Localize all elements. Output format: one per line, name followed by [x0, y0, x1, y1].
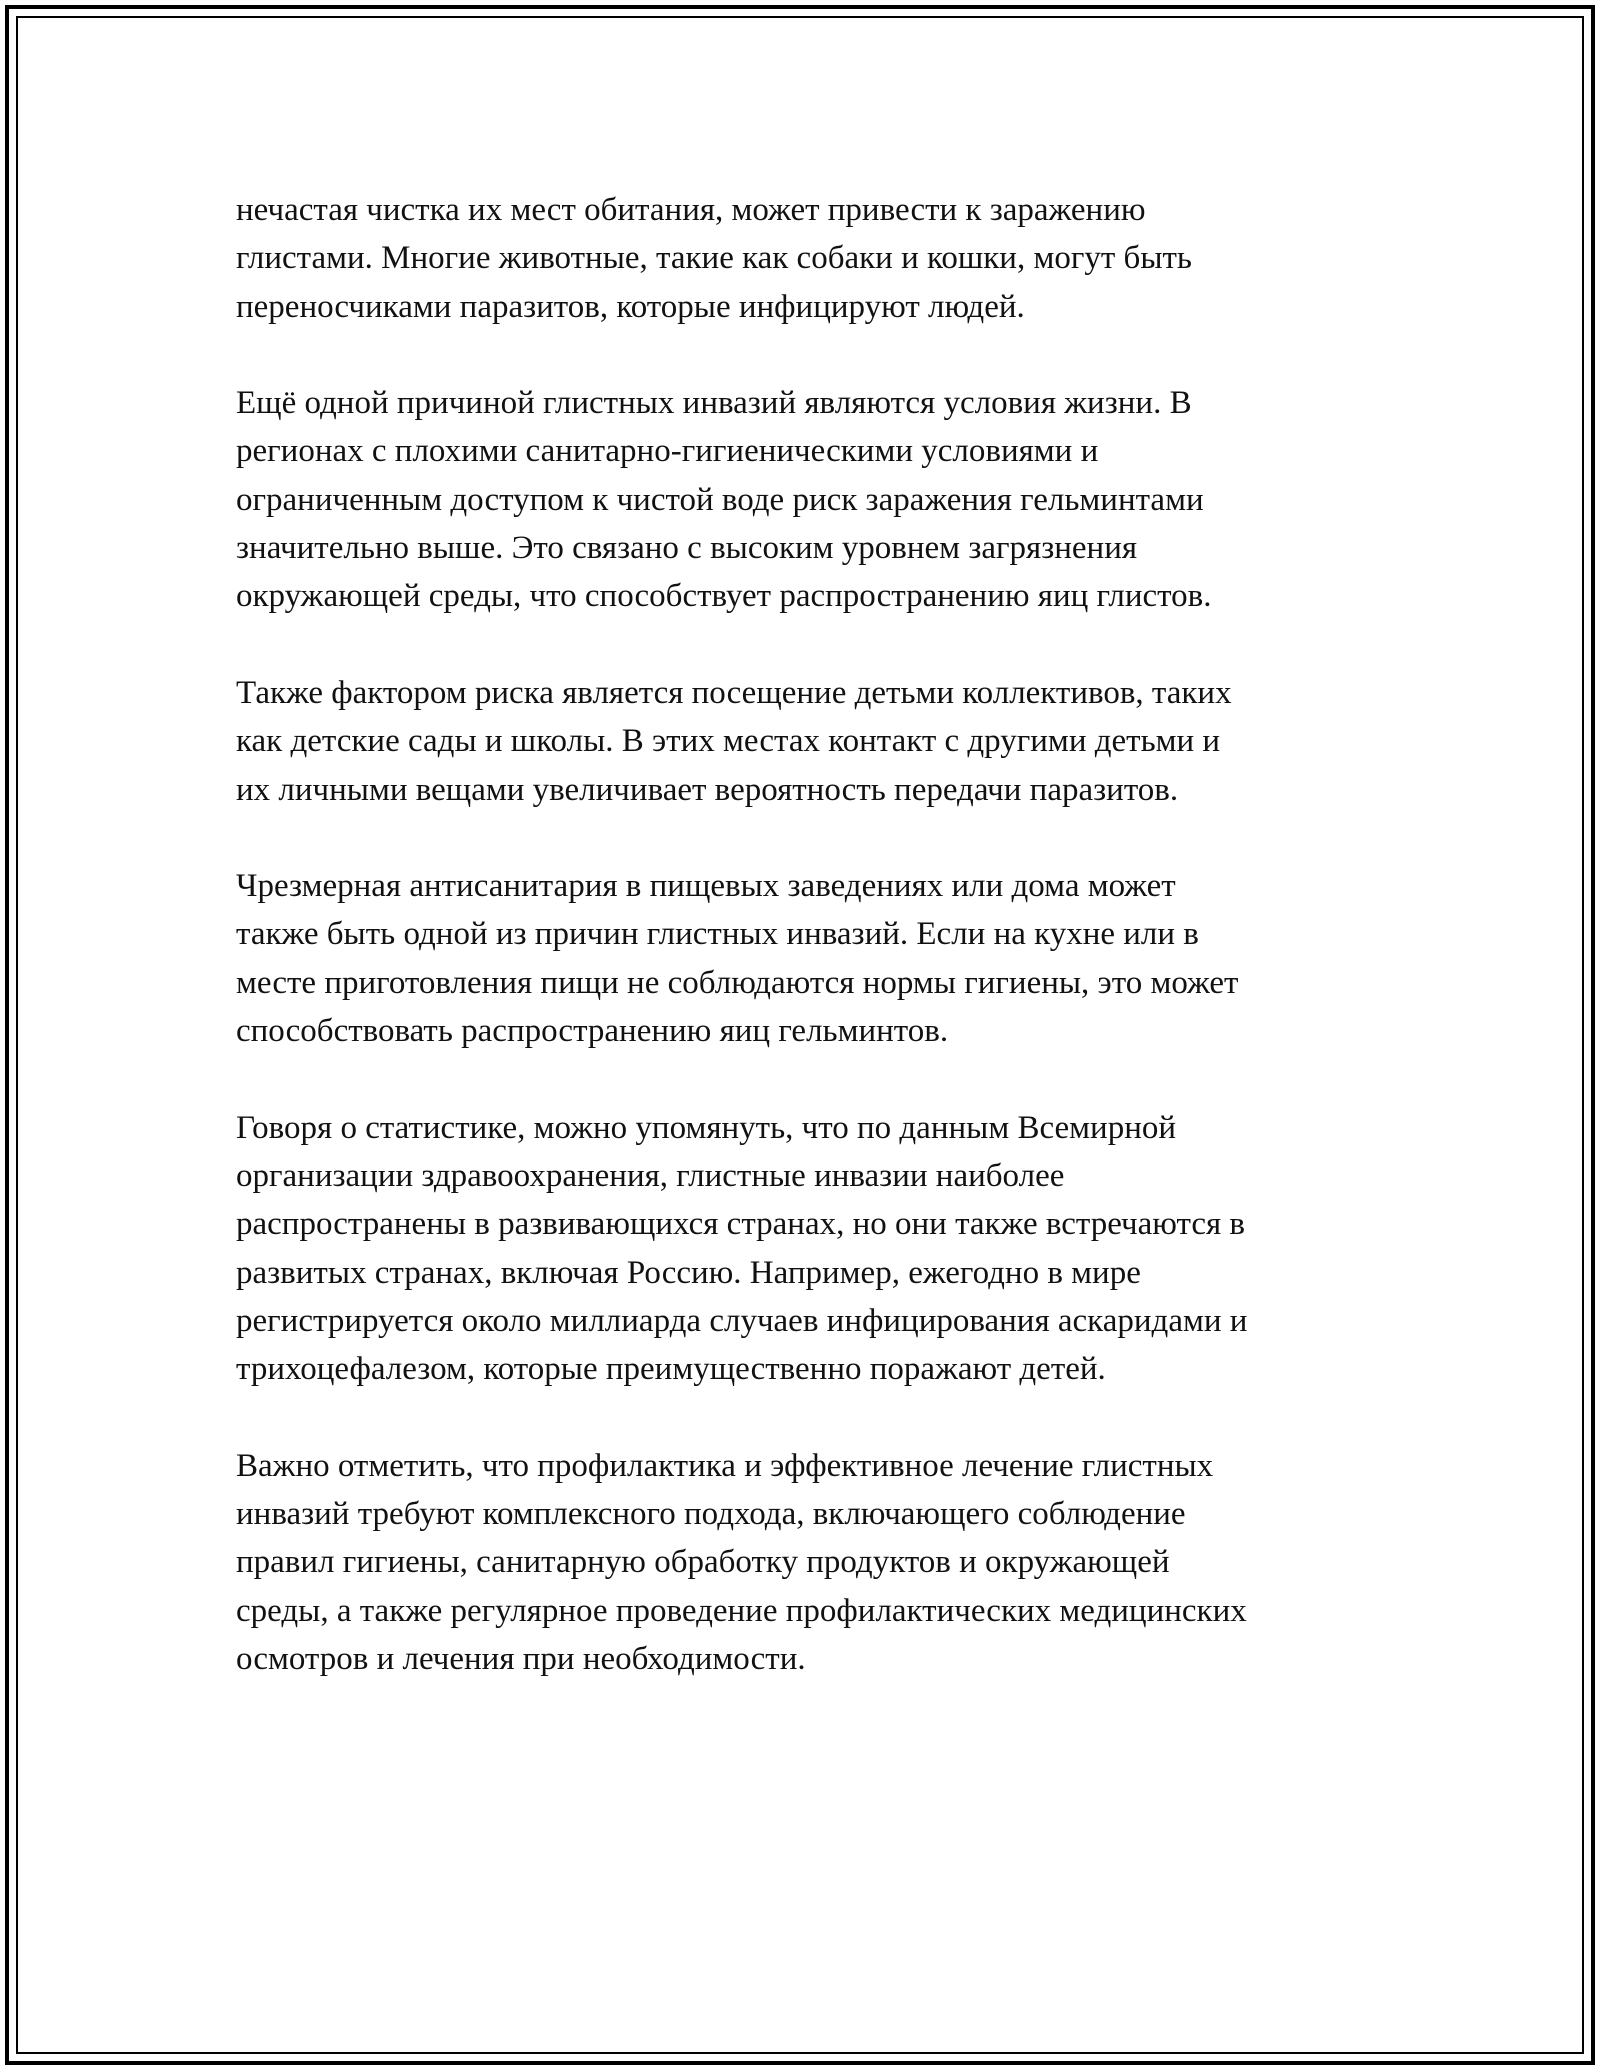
text-line: регистрируется около миллиарда случаев инфицирования аскаридами и	[236, 1302, 1248, 1339]
text-line: развитых странах, включая Россию. Например, ежегодно в мире	[236, 1254, 1141, 1291]
text-line: окружающей среды, что способствует распространению яиц глистов.	[236, 578, 1212, 615]
text-line: глистами. Многие животные, такие как собаки и кошки, могут быть	[236, 240, 1192, 277]
paragraph-4	[236, 862, 1376, 1055]
text-line: также быть одной из причин глистных инвазий. Если на кухне или в	[236, 916, 1199, 953]
text-line: Ещё одной причиной глистных инвазий являются условия жизни. В	[236, 385, 1192, 422]
text-line: Говоря о статистике, можно упомянуть, что по данным Всемирной	[236, 1109, 1177, 1146]
text-line: регионах с плохими санитарно-гигиеническими условиями и	[236, 433, 1099, 470]
text-line: значительно выше. Это связано с высоким уровнем загрязнения	[236, 530, 1138, 567]
text-line: переносчиками паразитов, которые инфицируют людей.	[236, 288, 1025, 325]
text-line: распространены в развивающихся странах, но они также встречаются в	[236, 1206, 1245, 1243]
text-line: организации здравоохранения, глистные инвазии наиболее	[236, 1157, 1065, 1194]
text-line: как детские сады и школы. В этих местах контакт с другими детьми и	[236, 723, 1221, 760]
paragraph-1	[236, 186, 1376, 331]
text-line: их личными вещами увеличивает вероятность передачи паразитов.	[236, 771, 1179, 808]
paragraph-2	[236, 379, 1376, 620]
text-line: способствовать распространению яиц гельминтов.	[236, 1013, 949, 1050]
text-line: Также фактором риска является посещение детьми коллективов, таких	[236, 674, 1232, 711]
text-line: месте приготовления пищи не соблюдаются нормы гигиены, это может	[236, 964, 1239, 1001]
paragraph-5	[236, 1104, 1376, 1394]
document-body	[236, 186, 1376, 1732]
text-line: Чрезмерная антисанитария в пищевых заведениях или дома может	[236, 868, 1176, 905]
paragraph-6	[236, 1442, 1376, 1683]
text-line: инвазий требуют комплексного подхода, включающего соблюдение	[236, 1496, 1186, 1533]
paragraph-3	[236, 669, 1376, 814]
text-line: Важно отметить, что профилактика и эффективное лечение глистных	[236, 1447, 1214, 1484]
text-line: правил гигиены, санитарную обработку продуктов и окружающей	[236, 1544, 1170, 1581]
text-line: ограниченным доступом к чистой воде риск заражения гельминтами	[236, 481, 1204, 518]
text-line: осмотров и лечения при необходимости.	[236, 1640, 806, 1677]
text-line: среды, а также регулярное проведение профилактических медицинских	[236, 1592, 1247, 1629]
text-line: нечастая чистка их мест обитания, может привести к заражению	[236, 192, 1146, 228]
text-line: трихоцефалезом, которые преимущественно поражают детей.	[236, 1351, 1106, 1388]
